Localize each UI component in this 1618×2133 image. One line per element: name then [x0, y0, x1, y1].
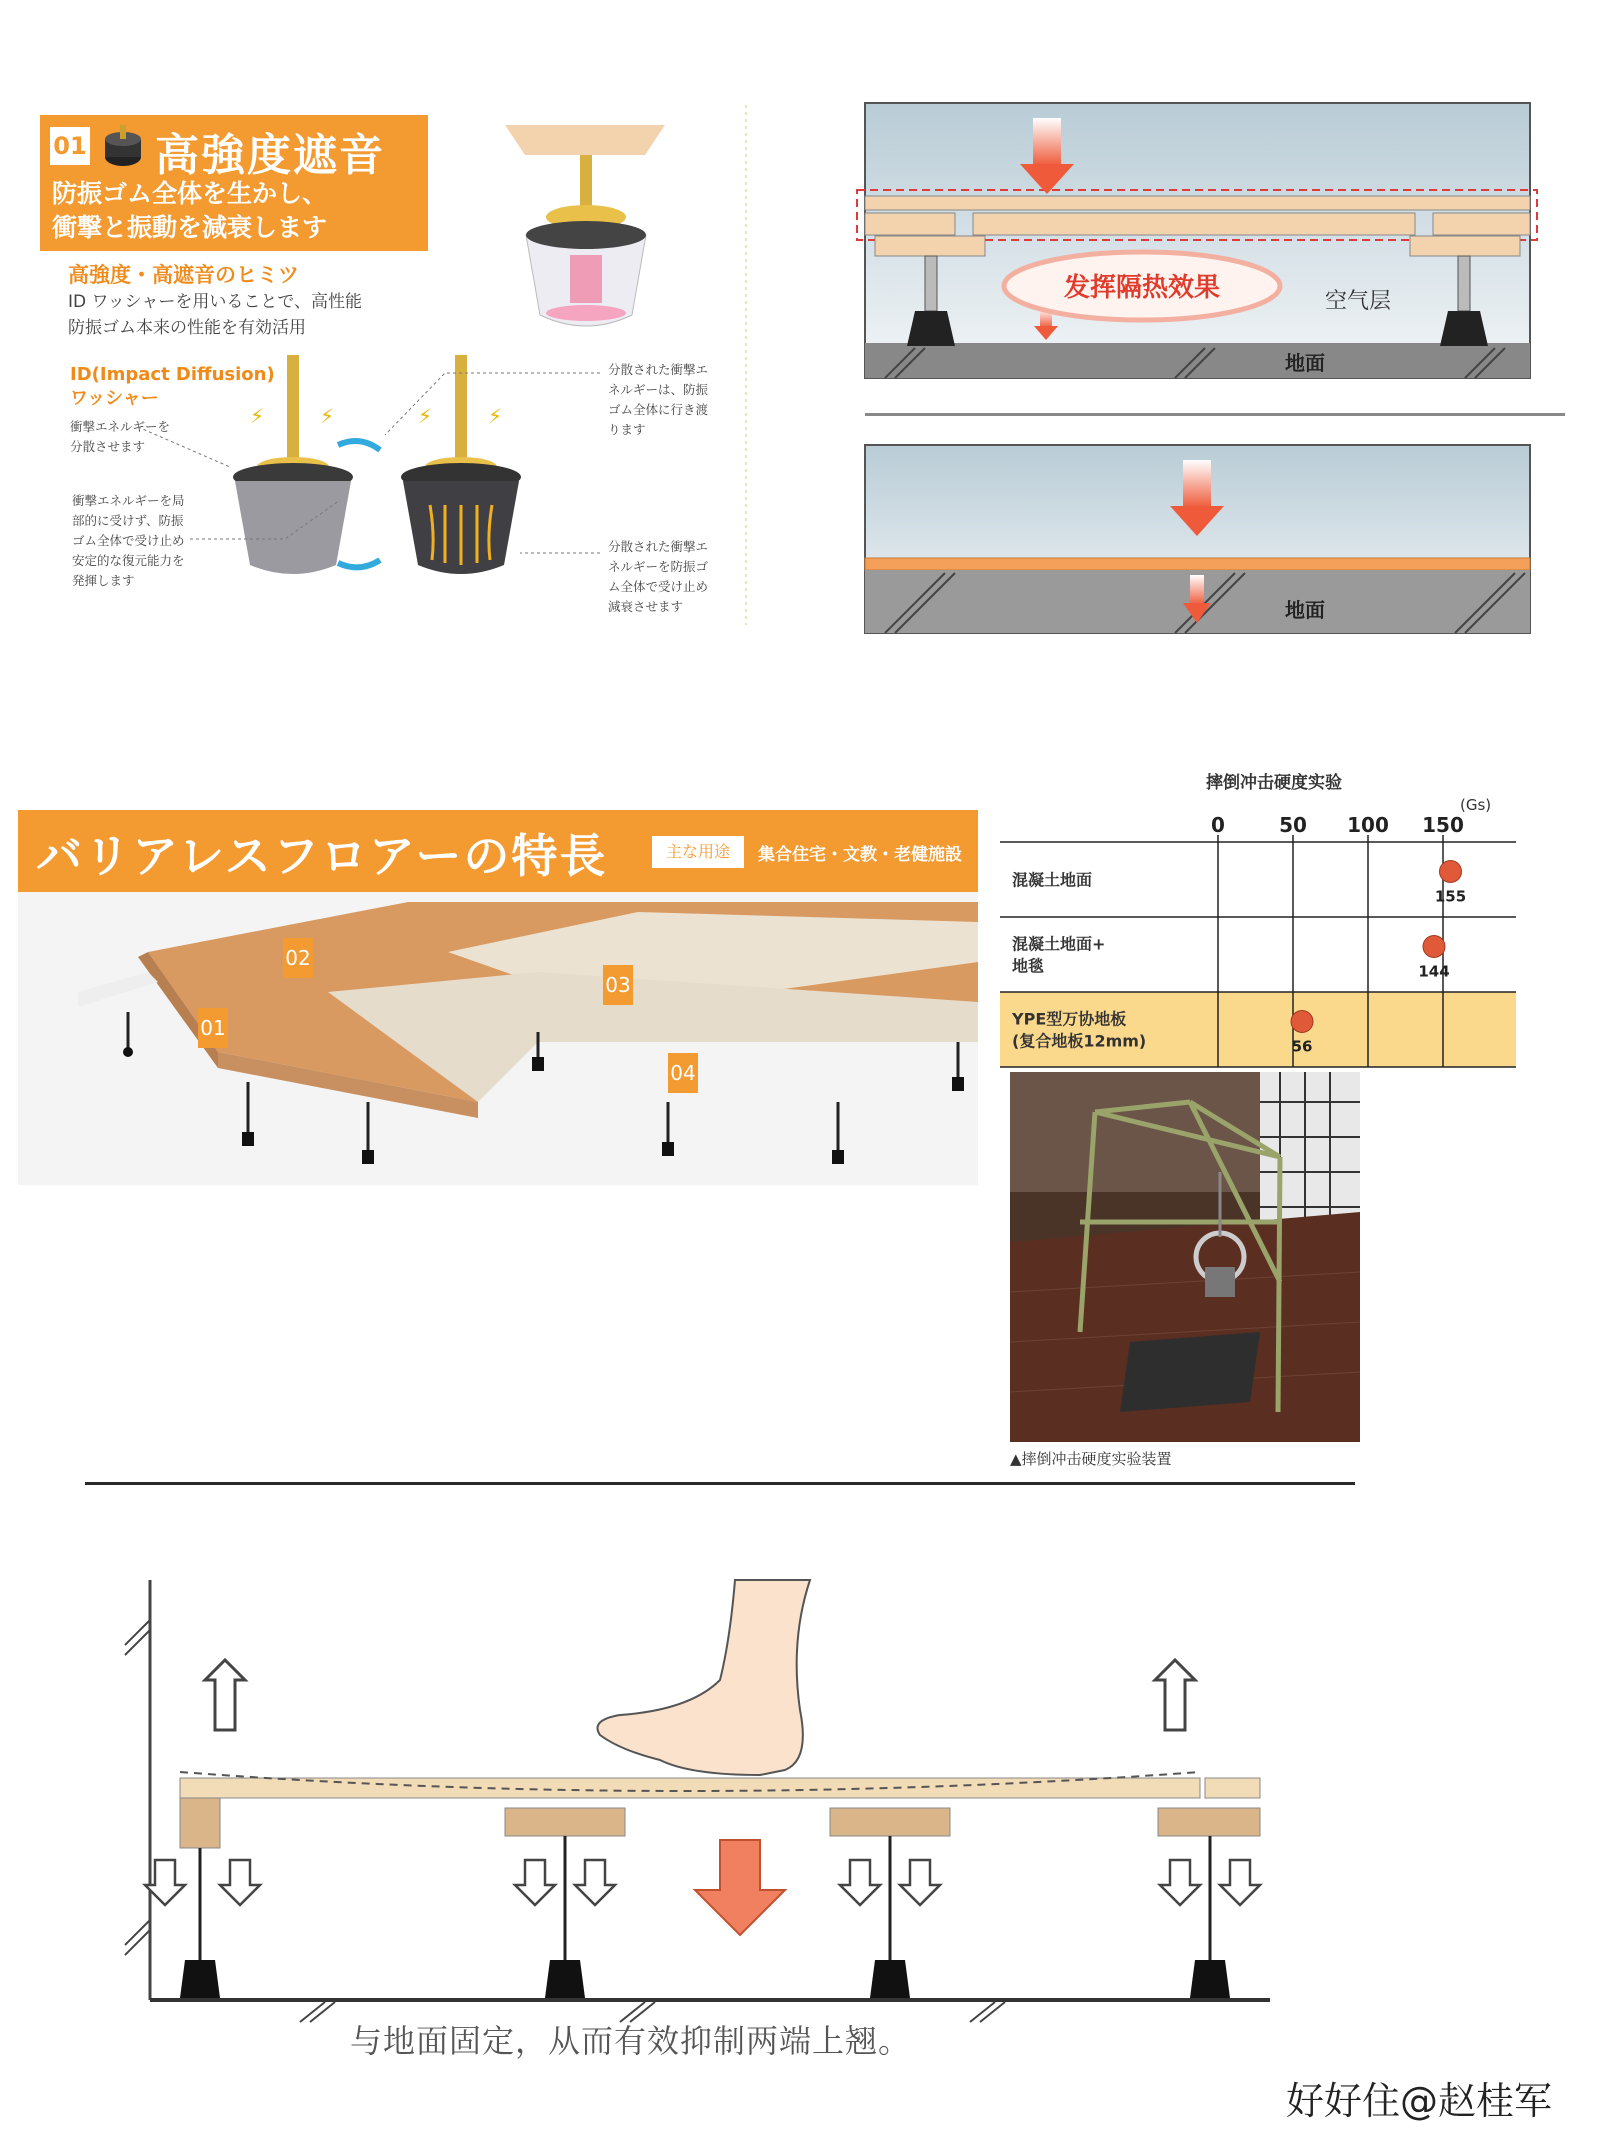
chart-value-label: 144 [1418, 962, 1450, 981]
cycle-arrow-icon [338, 560, 380, 567]
chart-value-label: 155 [1434, 887, 1467, 906]
section-title: 高強度遮音 [155, 130, 385, 181]
secret-body: ID ワッシャーを用いることで、高性能 防振ゴム本来の性能を有効活用 [68, 292, 362, 338]
impact-hardness-chart [1000, 760, 1520, 1080]
chart-point [1291, 1011, 1313, 1033]
chart-point [1440, 861, 1462, 883]
section-thermal-insulation-diagram [845, 98, 1565, 388]
watermark: 好好住@赵桂军 [1286, 2079, 1553, 2123]
chart-tick-label: 50 [1279, 813, 1307, 837]
ground-label: 地面 [1285, 598, 1325, 622]
note-disperse: 衝撃エネルギーを 分散させます [70, 419, 171, 454]
chart-tick-label: 100 [1347, 813, 1389, 837]
foot-illustration [598, 1580, 811, 1775]
use-value: 集合住宅・文教・老健施設 [758, 845, 962, 865]
section-divider [865, 413, 1565, 416]
section-badge: 01 [50, 127, 90, 165]
svg-text:⚡: ⚡ [250, 404, 265, 428]
ground-label: 地面 [1285, 351, 1325, 375]
secret-heading: 高強度・高遮音のヒミツ [68, 263, 299, 287]
svg-text:⚡: ⚡ [418, 404, 433, 428]
chart-category-label: 混凝土地面 [1012, 870, 1093, 890]
effect-label: 发挥隔热效果 [1063, 273, 1221, 303]
note-absorb: 分散された衝撃エ ネルギーを防振ゴ ム全体で受け止め 減衰させます [608, 539, 709, 614]
use-label: 主な用途 [652, 836, 744, 868]
pedestal-left-illustration [233, 355, 353, 574]
tag-02: 02 [283, 938, 313, 978]
chart-unit-label: (Gs) [1460, 796, 1492, 814]
section-barrier-less-floor [18, 810, 978, 1185]
chart-tick-label: 0 [1211, 813, 1225, 837]
id-washer-heading: ID(Impact Diffusion) ワッシャー [70, 364, 275, 409]
section-direct-floor-diagram [845, 440, 1565, 640]
pedestal-right-illustration [401, 355, 521, 574]
svg-text:⚡: ⚡ [488, 404, 503, 428]
chart-value-label: 56 [1291, 1037, 1313, 1056]
chart-highlight-row [1000, 992, 1516, 1067]
section-divider [85, 1482, 1355, 1485]
section-title: バリアレスフロアーの特長 [36, 829, 608, 883]
air-layer-label: 空气层 [1325, 289, 1392, 314]
section-subtitle: 防振ゴム全体を生かし、 衝撃と振動を減衰します [52, 179, 328, 242]
floor-cutaway-illustration [18, 892, 978, 1185]
tag-04: 04 [668, 1053, 698, 1093]
chart-category-label: (复合地板12mm) [1012, 1031, 1147, 1051]
note-spread: 分散された衝撃エ ネルギーは、防振 ゴム全体に行き渡 ります [608, 362, 709, 437]
section-high-strength-soundproof [40, 105, 760, 645]
title-banner [18, 810, 978, 892]
tag-03: 03 [603, 965, 633, 1005]
id-washer-illustration [40, 105, 760, 645]
chart-category-label: 地毯 [1012, 956, 1045, 976]
chart-category-label: YPE型万协地板 [1012, 1009, 1127, 1029]
svg-text:⚡: ⚡ [320, 404, 335, 428]
chart-point [1423, 936, 1445, 958]
test-apparatus-photo [1010, 1072, 1360, 1442]
load-arrow-icon [695, 1840, 785, 1935]
pedestal-top-illustration [505, 125, 665, 326]
cycle-arrow-icon [338, 441, 380, 450]
chart-category-label: 混凝土地面+ [1012, 934, 1106, 954]
fixing-caption: 与地面固定，从而有效抑制两端上翘。 [350, 2022, 912, 2060]
chart-canvas [1000, 760, 1520, 1080]
photo-caption: ▲摔倒冲击硬度实验装置 [1010, 1450, 1172, 1468]
tag-01: 01 [198, 1008, 228, 1048]
chart-title: 摔倒冲击硬度实验 [1206, 773, 1342, 793]
chart-tick-label: 150 [1422, 813, 1464, 837]
note-local: 衝撃エネルギーを局 部的に受けず、防振 ゴム全体で受け止め 安定的な復元能力を 発揮します [72, 493, 185, 588]
